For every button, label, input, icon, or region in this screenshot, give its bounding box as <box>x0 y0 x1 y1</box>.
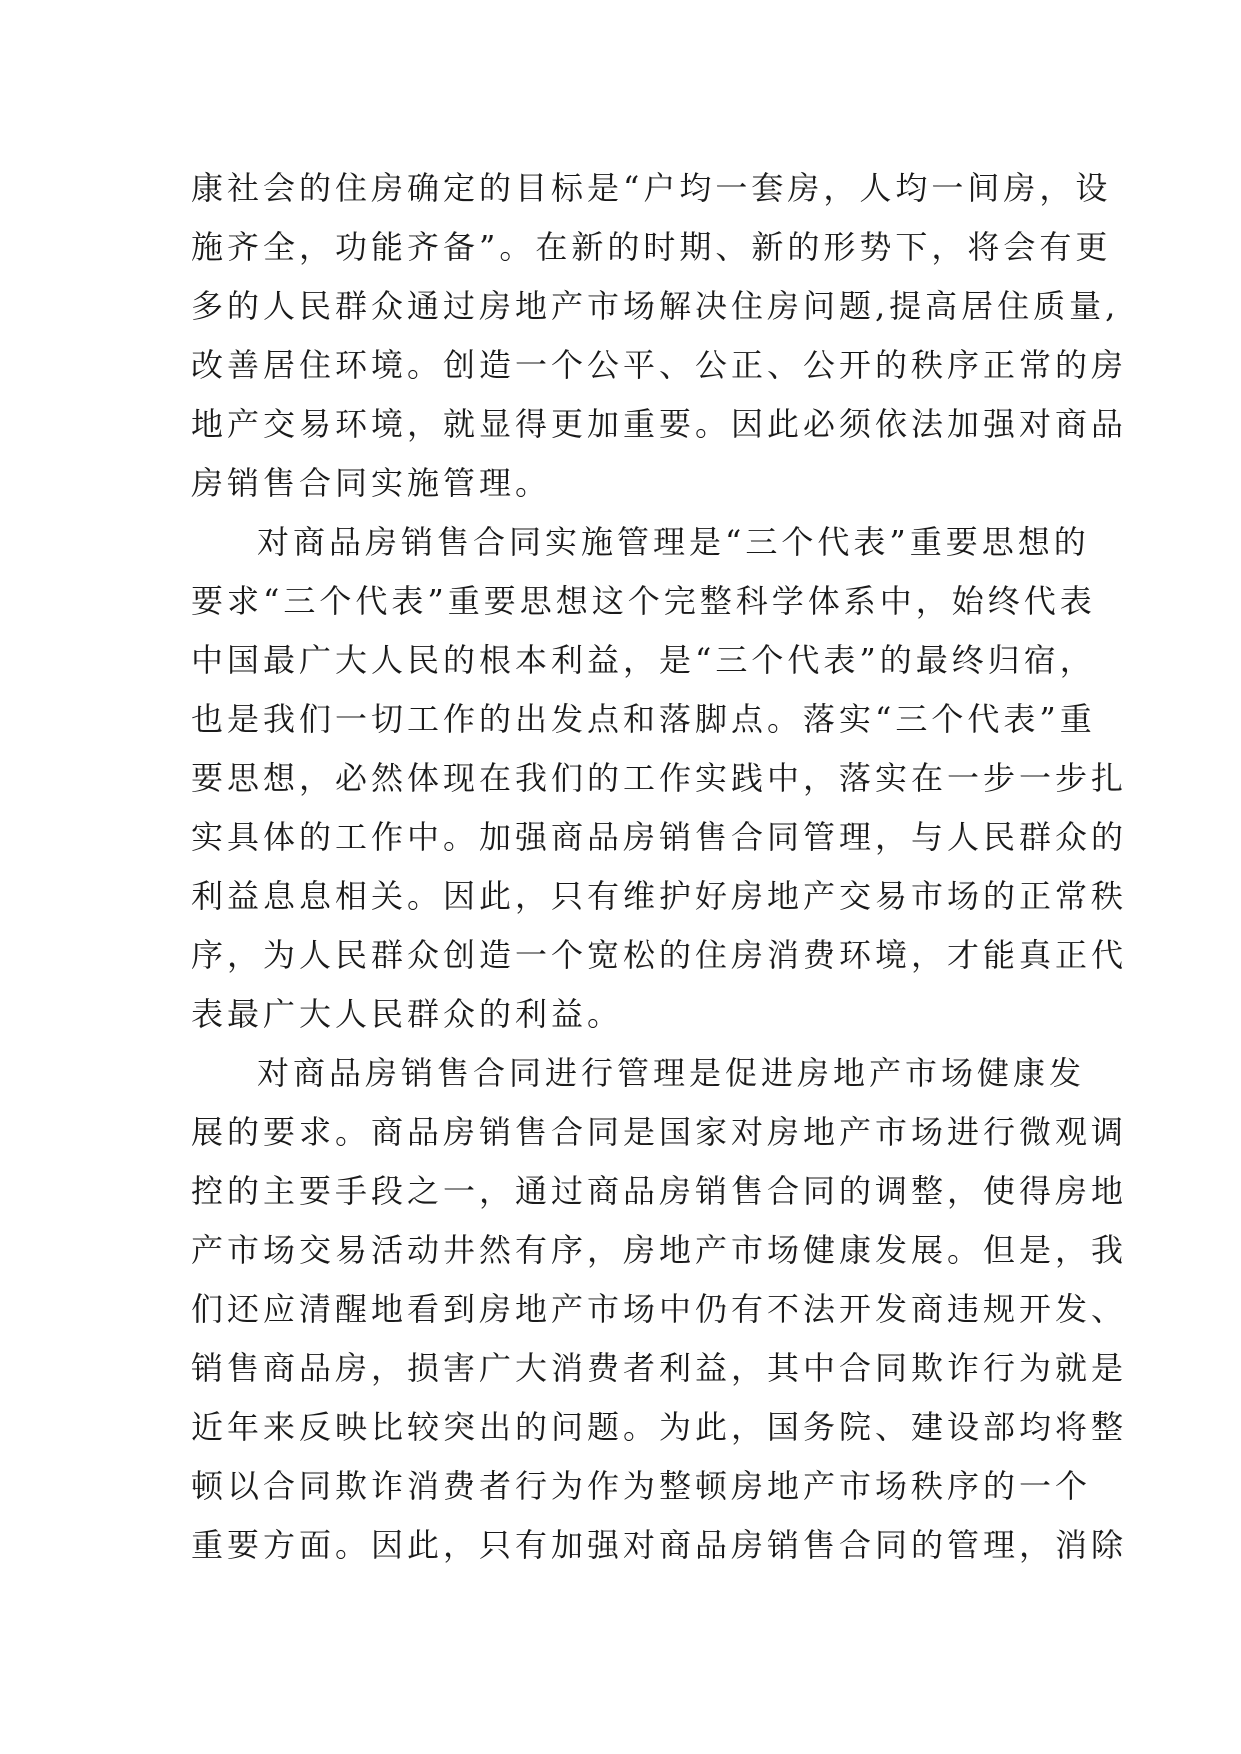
text-line: 实具体的工作中。加强商品房销售合同管理，与人民群众的 <box>191 818 1128 856</box>
text-line: 序，为人民群众创造一个宽松的住房消费环境，才能真正代 <box>191 936 1128 974</box>
text-line: 地产交易环境，就显得更加重要。因此必须依法加强对商品 <box>191 405 1128 443</box>
text-line: 要思想，必然体现在我们的工作实践中，落实在一步一步扎 <box>191 759 1128 797</box>
text-line: 们还应清醒地看到房地产市场中仍有不法开发商违规开发、 <box>191 1290 1128 1328</box>
text-line: 展的要求。商品房销售合同是国家对房地产市场进行微观调 <box>191 1113 1128 1151</box>
text-line: 康社会的住房确定的目标是“户均一套房，人均一间房，设 <box>191 169 1112 207</box>
text-line: 房销售合同实施管理。 <box>191 464 552 502</box>
text-line: 控的主要手段之一，通过商品房销售合同的调整，使得房地 <box>191 1172 1128 1210</box>
text-line: 重要方面。因此，只有加强对商品房销售合同的管理，消除 <box>191 1526 1128 1564</box>
text-line: 中国最广大人民的根本利益，是“三个代表”的最终归宿， <box>191 641 1096 679</box>
text-line: 改善居住环境。创造一个公平、公正、公开的秩序正常的房 <box>191 346 1128 384</box>
text-line: 利益息息相关。因此，只有维护好房地产交易市场的正常秩 <box>191 877 1128 915</box>
text-line: 产市场交易活动井然有序，房地产市场健康发展。但是，我 <box>191 1231 1128 1269</box>
text-line: 销售商品房，损害广大消费者利益，其中合同欺诈行为就是 <box>191 1349 1128 1387</box>
text-line: 表最广大人民群众的利益。 <box>191 995 624 1033</box>
text-line: 近年来反映比较突出的问题。为此，国务院、建设部均将整 <box>191 1408 1128 1446</box>
text-line: 也是我们一切工作的出发点和落脚点。落实“三个代表”重 <box>191 700 1096 738</box>
text-line: 多的人民群众通过房地产市场解决住房问题,提高居住质量, <box>191 287 1120 325</box>
text-line: 顿以合同欺诈消费者行为作为整顿房地产市场秩序的一个 <box>191 1467 1092 1505</box>
text-line: 施齐全，功能齐备”。在新的时期、新的形势下，将会有更 <box>191 228 1112 266</box>
paragraph-first-line: 对商品房销售合同进行管理是促进房地产市场健康发 <box>257 1054 1086 1092</box>
text-line: 要求“三个代表”重要思想这个完整科学体系中，始终代表 <box>191 582 1096 620</box>
paragraph-first-line: 对商品房销售合同实施管理是“三个代表”重要思想的 <box>257 523 1090 561</box>
